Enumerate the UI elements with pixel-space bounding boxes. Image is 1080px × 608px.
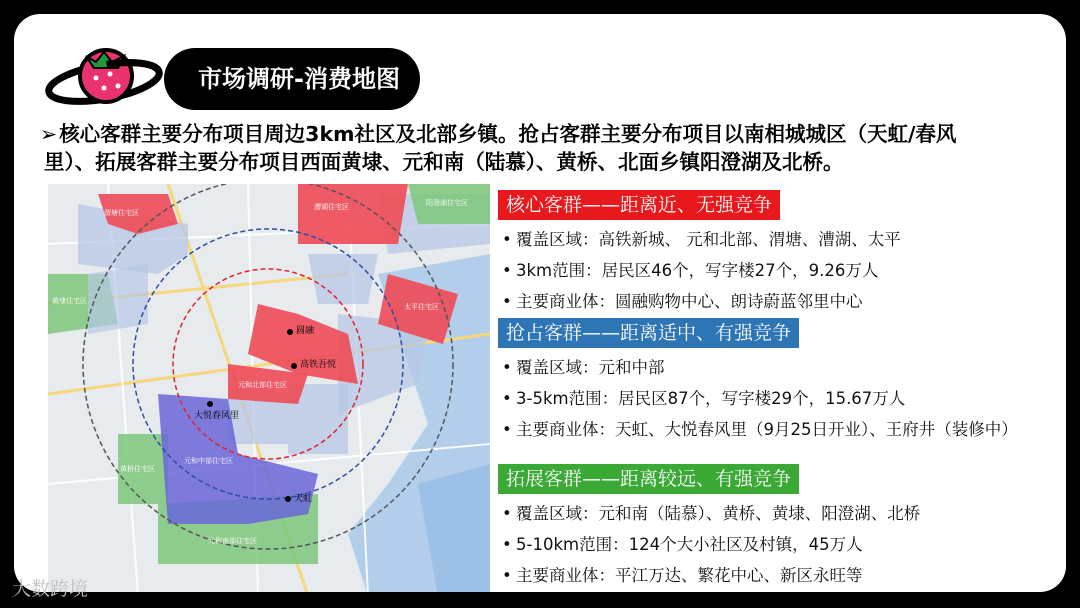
map-label-zone-e: 元和中部住宅区 [184,457,233,465]
map-label-dayue: 大悦春风里 [194,411,240,421]
list-item: • 主要商业体：天虹、大悦春风里（9月25日开业）、王府井（装修中） [502,420,1018,439]
slide [14,14,1066,592]
group-core-header: 核心客群——距离近、无强竞争 [498,190,780,220]
strawberry-planet-icon [44,44,174,114]
group-expand-header: 拓展客群——距离较远、有强竞争 [498,464,799,494]
headline [40,120,1066,176]
map-label-tianhong: 天虹 [294,494,313,504]
group-core [498,190,901,317]
map-label-zone-c: 太平住宅区 [404,303,439,311]
map-label-zone-a: 漕湖住宅区 [314,203,349,211]
headline-line-2: 里）、拓展客群主要分布项目西面黄埭、元和南（陆慕）、黄桥、北面乡镇阳澄湖及北桥。 [44,150,844,174]
page-title: 市场调研-消费地图 [198,65,400,93]
list-item: • 覆盖区域：元和南（陆慕）、黄桥、黄埭、阳澄湖、北桥 [502,504,921,523]
list-item: • 主要商业体：平江万达、繁花中心、新区永旺等 [502,566,863,585]
list-item: • 主要商业体：圆融购物中心、朗诗蔚蓝邻里中心 [502,292,863,311]
list-item: • 覆盖区域：元和中部 [502,358,665,377]
map-label-gaotie: 高铁吾悦 [300,360,337,370]
map-label-zone-d: 黄埭住宅区 [52,297,87,305]
list-item: • 3km范围：居民区46个，写字楼27个，9.26万人 [502,261,879,280]
consumer-map [48,184,490,592]
arrow-icon: ➢ [40,122,58,146]
list-item: • 3-5km范围：居民区87个，写字楼29个，15.67万人 [502,389,906,408]
map-label-zone-h: 元和北部住宅区 [238,381,287,389]
headline-line-1: 核心客群主要分布项目周边3km社区及北部乡镇。抢占客群主要分布项目以南相城城区（天虹/春风 [59,122,957,146]
group-contest [498,318,1018,445]
map-label-zone-f: 黄桥住宅区 [120,465,155,473]
group-contest-header: 抢占客群——距离适中、有强竞争 [498,318,799,348]
map-label-zone-b: 阳澄湖住宅区 [426,199,468,207]
group-expand [498,464,920,591]
map-label-north-res: 渭塘住宅区 [104,209,139,217]
list-item: • 5-10km范围：124个大小社区及村镇，45万人 [502,535,863,554]
map-label-zone-g: 元和南部住宅区 [208,537,257,545]
watermark: 大数跨境 [12,578,89,600]
map-label-yuanrong: 圆融 [296,326,315,336]
list-item: • 覆盖区域：高铁新城、 元和北部、渭塘、漕湖、太平 [502,230,901,249]
